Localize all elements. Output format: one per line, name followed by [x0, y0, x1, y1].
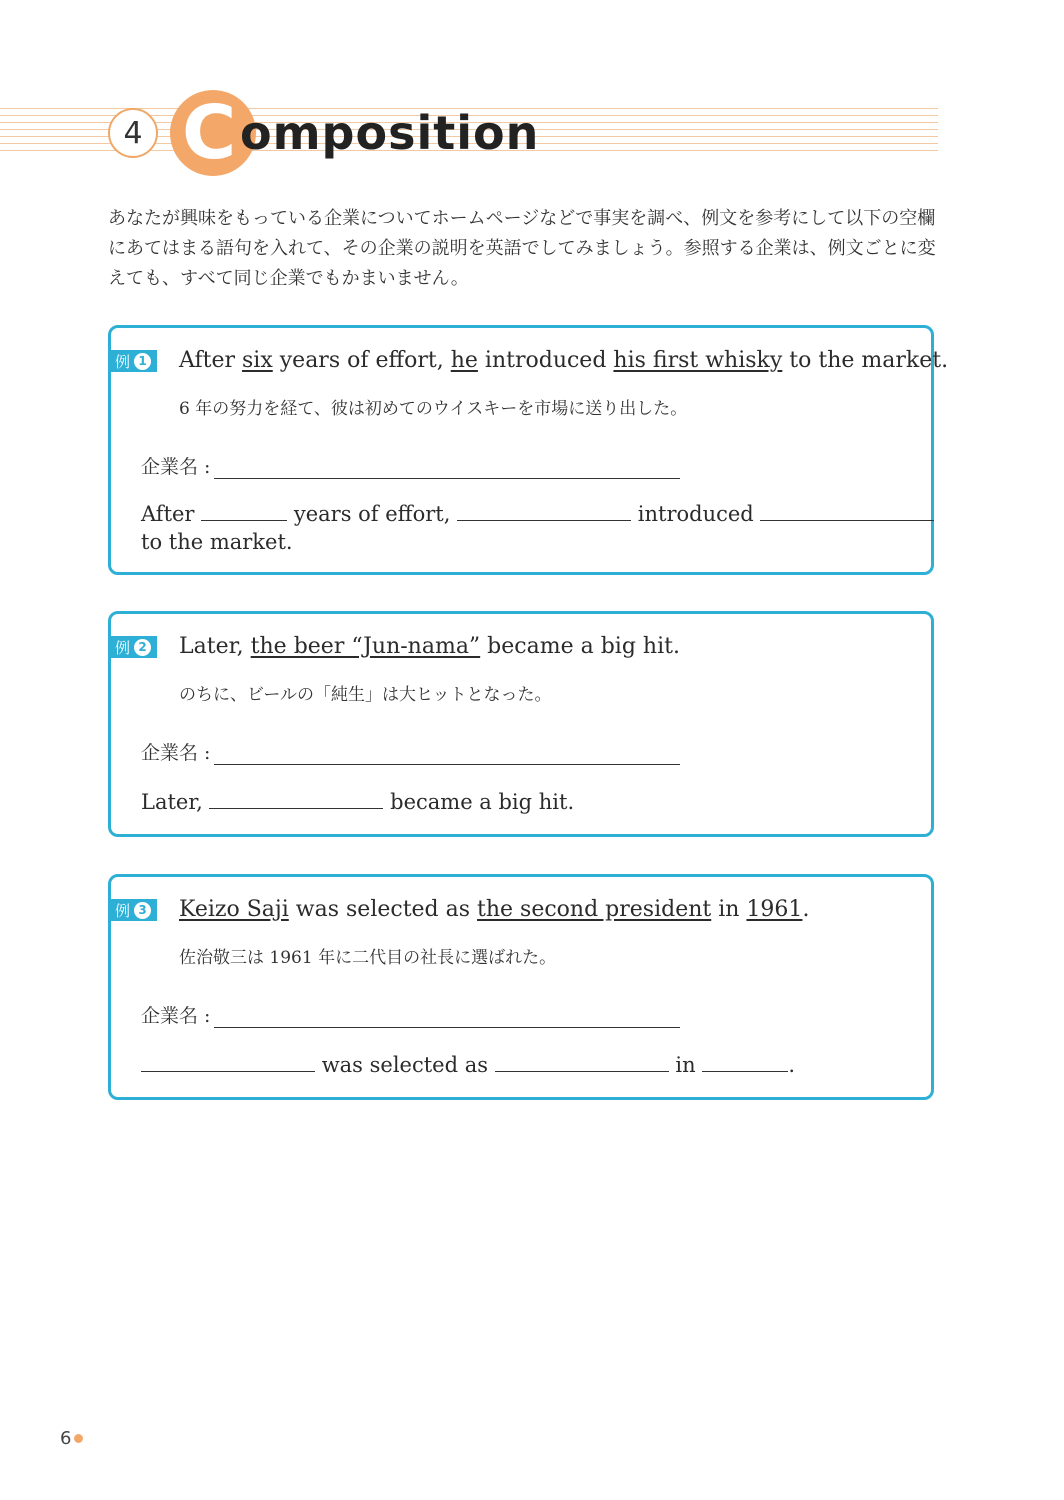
- fill-part: years of effort,: [293, 502, 451, 526]
- tag-label: 例: [115, 901, 131, 920]
- company-name-field-2[interactable]: [141, 738, 680, 765]
- fill-blank[interactable]: [141, 1055, 315, 1072]
- fill-part: became a big hit.: [390, 790, 575, 814]
- fill-blank[interactable]: [760, 504, 934, 521]
- tag-label: 例: [115, 638, 131, 657]
- sentence-underlined: Keizo Saji: [179, 897, 289, 922]
- sentence-underlined: the second president: [477, 897, 712, 922]
- example-tag-3: [111, 899, 157, 921]
- company-label: 企業名 :: [141, 742, 211, 764]
- title-rest: omposition: [240, 106, 540, 160]
- example-translation-3: 佐治敬三は 1961 年に二代目の社長に選ばれた。: [179, 948, 557, 968]
- example-sentence-1: [179, 348, 948, 373]
- example-translation-2: のちに、ビールの「純生」は大ヒットとなった。: [179, 685, 552, 705]
- sentence-underlined: 1961: [746, 897, 803, 922]
- example-number-icon: 2: [134, 639, 151, 656]
- example-translation-1: 6 年の努力を経て、彼は初めてのウイスキーを市場に送り出した。: [179, 399, 688, 419]
- sentence-underlined: six: [242, 348, 273, 373]
- company-blank[interactable]: [214, 460, 680, 479]
- fill-part: in: [675, 1053, 696, 1077]
- fill-sentence-2: [141, 790, 574, 814]
- fill-part: .: [788, 1053, 796, 1077]
- sentence-part: Later,: [179, 634, 251, 659]
- fill-sentence-3: [141, 1053, 795, 1077]
- example-box-1: [108, 325, 949, 575]
- fill-part: Later,: [141, 790, 203, 814]
- company-blank[interactable]: [214, 746, 680, 765]
- fill-blank[interactable]: [702, 1055, 788, 1072]
- sentence-part: After: [179, 348, 243, 373]
- section-header: [0, 90, 938, 176]
- example-box-3: [108, 874, 934, 1100]
- intro-text: あなたが興味をもっている企業についてホームページなどで事実を調べ、例文を参考にして以下の空欄にあてはまる語句を入れて、その企業の説明を英語でしてみましょう。参照する企業は、例文ごとに変えても、すべて同じ企業でもかまいません。: [108, 208, 936, 289]
- example-number-icon: 1: [134, 353, 151, 370]
- company-name-field-1[interactable]: [141, 452, 680, 479]
- section-number: 4: [108, 108, 158, 158]
- example-sentence-2: [179, 634, 680, 659]
- sentence-underlined: he: [450, 348, 478, 373]
- fill-blank[interactable]: [209, 792, 383, 809]
- company-blank[interactable]: [214, 1009, 680, 1028]
- page-dot-icon: [74, 1434, 83, 1443]
- sentence-part: to the market.: [782, 348, 949, 373]
- company-name-field-3[interactable]: [141, 1001, 680, 1028]
- sentence-part: was selected as: [288, 897, 478, 922]
- example-box-2: [108, 611, 934, 837]
- page-footer: [60, 1428, 83, 1449]
- fill-part: After: [141, 502, 195, 526]
- sentence-part: became a big hit.: [480, 634, 680, 659]
- example-tag-1: [111, 350, 157, 372]
- fill-sentence-1: [141, 502, 934, 526]
- sentence-part: years of effort,: [272, 348, 451, 373]
- sentence-underlined: the beer “Jun-nama”: [250, 634, 481, 659]
- title-first-letter: C: [182, 90, 237, 176]
- company-label: 企業名 :: [141, 456, 211, 478]
- sentence-part: introduced: [477, 348, 614, 373]
- example-tag-2: [111, 636, 157, 658]
- sentence-part: .: [802, 897, 810, 922]
- sentence-part: in: [711, 897, 747, 922]
- sentence-underlined: his first whisky: [613, 348, 783, 373]
- fill-blank[interactable]: [201, 504, 287, 521]
- fill-part: introduced: [637, 502, 754, 526]
- example-number-icon: 3: [134, 902, 151, 919]
- example-sentence-3: [179, 897, 809, 922]
- fill-sentence-1-end: to the market.: [141, 530, 293, 554]
- tag-label: 例: [115, 352, 131, 371]
- fill-part: was selected as: [321, 1053, 489, 1077]
- company-label: 企業名 :: [141, 1005, 211, 1027]
- fill-blank[interactable]: [495, 1055, 669, 1072]
- fill-blank[interactable]: [457, 504, 631, 521]
- page-number: 6: [60, 1428, 72, 1449]
